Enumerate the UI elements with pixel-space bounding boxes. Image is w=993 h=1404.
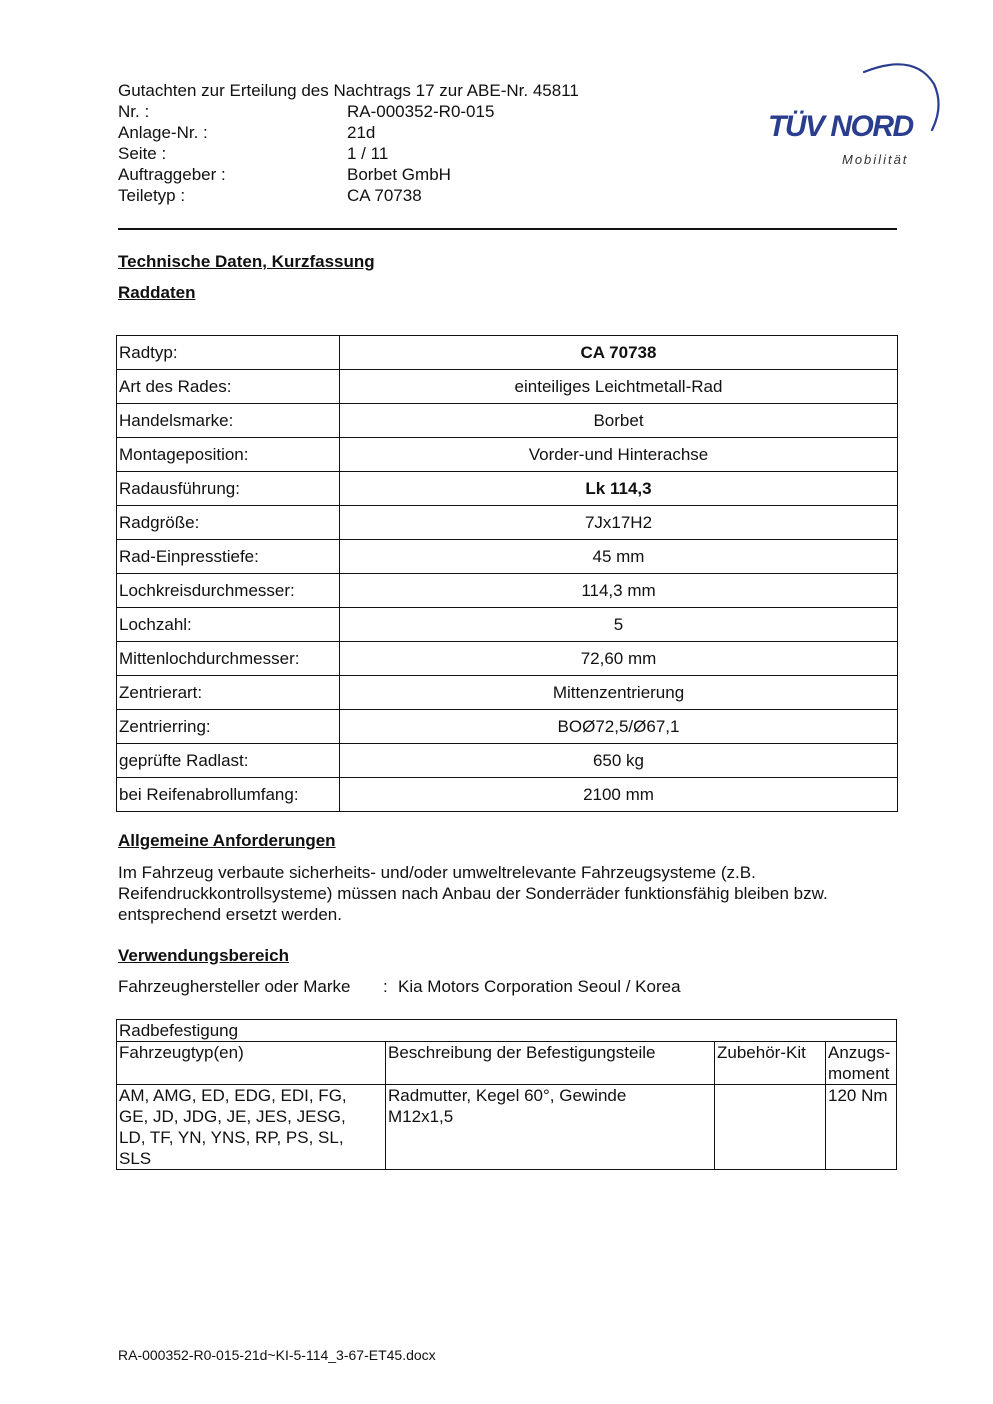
cell-fahrzeugtypen — [117, 1085, 386, 1170]
table-row — [117, 642, 898, 676]
row-value: Borbet — [340, 404, 898, 438]
section-title: Technische Daten, Kurzfassung — [118, 252, 375, 271]
manufacturer-value: Kia Motors Corporation Seoul / Korea — [398, 977, 681, 996]
row-label: Lochzahl: — [117, 608, 340, 642]
header-value: 21d — [347, 123, 376, 142]
header-label: Auftraggeber : — [118, 165, 226, 184]
header-fahrzeugtyp: Fahrzeugtyp(en) — [117, 1042, 386, 1085]
table-row — [117, 574, 898, 608]
row-value: 72,60 mm — [340, 642, 898, 676]
logo-brand-text: TÜV NORD — [768, 110, 913, 143]
header-field-seite — [118, 143, 579, 164]
tuev-nord-logo — [764, 58, 944, 173]
header-label: Nr. : — [118, 102, 150, 121]
row-label: Zentrierring: — [117, 710, 340, 744]
row-label: Radausführung: — [117, 472, 340, 506]
allgemein-heading: Allgemeine Anforderungen — [118, 831, 336, 850]
row-label: Lochkreisdurchmesser: — [117, 574, 340, 608]
row-label: Mittenlochdurchmesser: — [117, 642, 340, 676]
table-row — [117, 404, 898, 438]
table-title: Radbefestigung — [117, 1020, 897, 1042]
manufacturer-separator: : — [383, 977, 388, 996]
table-row — [117, 472, 898, 506]
row-value: 7Jx17H2 — [340, 506, 898, 540]
logo-sub-text: Mobilität — [842, 152, 909, 167]
cell-zubehoer-kit — [715, 1085, 826, 1170]
row-label: Radgröße: — [117, 506, 340, 540]
header-anzugsmoment — [826, 1042, 897, 1085]
cell-beschreibung — [386, 1085, 715, 1170]
document-header — [118, 80, 579, 206]
table-header-row — [117, 1042, 897, 1085]
header-field-auftraggeber — [118, 164, 579, 185]
row-value: 650 kg — [340, 744, 898, 778]
table-row — [117, 506, 898, 540]
header-beschreibung: Beschreibung der Befestigungsteile — [386, 1042, 715, 1085]
paragraph-line: entsprechend ersetzt werden. — [118, 905, 342, 924]
row-value: 5 — [340, 608, 898, 642]
radbefestigung-table — [116, 1019, 897, 1170]
header-label: Anlage-Nr. : — [118, 123, 208, 142]
row-value: BOØ72,5/Ø67,1 — [340, 710, 898, 744]
header-moment-line: moment — [828, 1064, 890, 1083]
header-moment-line: Anzugs- — [828, 1043, 891, 1062]
header-value: CA 70738 — [347, 186, 422, 205]
cell-anzugsmoment: 120 Nm — [826, 1085, 897, 1170]
header-value: 1 / 11 — [347, 144, 389, 163]
row-label: Rad-Einpresstiefe: — [117, 540, 340, 574]
manufacturer-line — [118, 977, 681, 997]
row-label: Art des Rades: — [117, 370, 340, 404]
header-value: RA-000352-R0-015 — [347, 102, 495, 121]
table-row — [117, 744, 898, 778]
row-value: 2100 mm — [340, 778, 898, 812]
paragraph-line: Reifendruckkontrollsysteme) müssen nach Anbau der Sonderräder funktionsfähig bleiben bzw. — [118, 884, 828, 903]
table-row — [117, 710, 898, 744]
row-label: Handelsmarke: — [117, 404, 340, 438]
row-value: CA 70738 — [340, 336, 898, 370]
row-label: bei Reifenabrollumfang: — [117, 778, 340, 812]
header-title-line: Gutachten zur Erteilung des Nachtrags 17 zur ABE-Nr. 45811 — [118, 81, 579, 100]
row-value: 45 mm — [340, 540, 898, 574]
type-line: SLS — [119, 1149, 152, 1168]
table-row — [117, 336, 898, 370]
row-label: Zentrierart: — [117, 676, 340, 710]
type-line: GE, JD, JDG, JE, JES, JESG, — [119, 1107, 346, 1126]
row-label: geprüfte Radlast: — [117, 744, 340, 778]
table-row — [117, 608, 898, 642]
row-value: Vorder-und Hinterachse — [340, 438, 898, 472]
header-field-teiletyp — [118, 185, 579, 206]
table-row — [117, 778, 898, 812]
header-field-anlage — [118, 122, 579, 143]
verwendung-heading: Verwendungsbereich — [118, 946, 289, 965]
raddaten-heading: Raddaten — [118, 283, 196, 302]
footer-filename: RA-000352-R0-015-21d~KI-5-114_3-67-ET45.docx — [118, 1347, 436, 1363]
table-title-row — [117, 1020, 897, 1042]
desc-line: Radmutter, Kegel 60°, Gewinde — [388, 1086, 627, 1105]
header-label: Teiletyp : — [118, 186, 186, 205]
table-row — [117, 1085, 897, 1170]
header-label: Seite : — [118, 144, 167, 163]
row-label: Radtyp: — [117, 336, 340, 370]
header-field-nr — [118, 101, 579, 122]
row-value: einteiliges Leichtmetall-Rad — [340, 370, 898, 404]
type-line: LD, TF, YN, YNS, RP, PS, SL, — [119, 1128, 344, 1147]
paragraph-line: Im Fahrzeug verbaute sicherheits- und/oder umweltrelevante Fahrzeugsysteme (z.B. — [118, 863, 756, 882]
allgemein-paragraph — [118, 862, 908, 925]
raddaten-table — [116, 335, 898, 812]
table-row — [117, 540, 898, 574]
table-row — [117, 370, 898, 404]
manufacturer-label: Fahrzeughersteller oder Marke — [118, 977, 351, 996]
header-zubehoer-kit: Zubehör-Kit — [715, 1042, 826, 1085]
row-label: Montageposition: — [117, 438, 340, 472]
type-line: AM, AMG, ED, EDG, EDI, FG, — [119, 1086, 347, 1105]
row-value: Lk 114,3 — [340, 472, 898, 506]
desc-line: M12x1,5 — [388, 1107, 454, 1126]
header-divider — [118, 228, 897, 230]
row-value: 114,3 mm — [340, 574, 898, 608]
table-row — [117, 676, 898, 710]
header-value: Borbet GmbH — [347, 165, 451, 184]
table-row — [117, 438, 898, 472]
row-value: Mittenzentrierung — [340, 676, 898, 710]
